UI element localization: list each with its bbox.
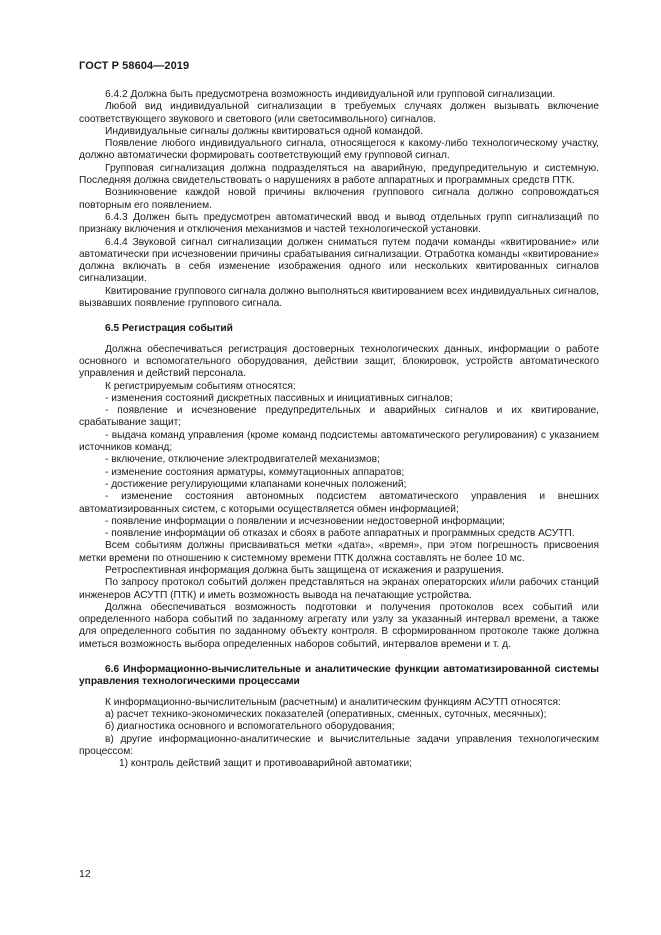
paragraph: - включение, отключение электродвигателей механизмов; bbox=[105, 454, 380, 466]
paragraph: а) расчет технико-экономических показателей (оперативных, сменных, суточных, месячных); bbox=[105, 708, 547, 720]
paragraph: Ретроспективная информация должна быть защищена от искажения и разрушения. bbox=[105, 564, 504, 576]
paragraph: 6.4.3 Должен быть предусмотрен автоматический ввод и вывод отдельных групп сигнализаций по признаку включения и отключения механизмов и частей технологической установки. bbox=[79, 211, 599, 236]
paragraph: - появление и исчезновение предупредительных и аварийных сигналов и их квитирование, срабатывание защит; bbox=[79, 405, 599, 429]
document-body bbox=[79, 89, 599, 770]
section-heading: 6.5 Регистрация событий bbox=[105, 323, 233, 335]
paragraph: Возникновение каждой новой причины включения группового сигнала должно сопровождаться повторным его появлением. bbox=[79, 187, 599, 211]
paragraph: - появление информации о появлении и исчезновении недостоверной информации; bbox=[105, 515, 505, 527]
paragraph: - изменение состояния автономных подсистем автоматического управления и внешних автоматизированных систем, с которыми осуществляется обмен информацией; bbox=[79, 491, 599, 515]
paragraph: 1) контроль действий защит и противоаварийной автоматики; bbox=[119, 758, 413, 770]
page-number: 12 bbox=[79, 868, 91, 880]
paragraph: Появление любого индивидуального сигнала, относящегося к какому-либо технологическому участку, должно автоматически формировать соответствующий ему групповой сигнал. bbox=[79, 138, 599, 162]
paragraph: Любой вид индивидуальной сигнализации в требуемых случаях должен вызывать включение соответствующего звукового и светового (или светосимвольного) сигналов. bbox=[79, 101, 599, 125]
paragraph: 6.4.4 Звуковой сигнал сигнализации должен сниматься путем подачи команды «квитирование» или автоматически при исчезновении причины срабатывания сигнализации. Отработка команды «квитирование» должна включать в себя изменение изображения одного или нескольких квитированных сигналов сигнализации. bbox=[79, 236, 599, 285]
paragraph: 6.4.2 Должна быть предусмотрена возможность индивидуальной или групповой сигнализации. bbox=[105, 89, 556, 100]
paragraph: - достижение регулирующими клапанами конечных положений; bbox=[105, 478, 407, 490]
paragraph: Индивидуальные сигналы должны квитироваться одной командой. bbox=[105, 125, 424, 137]
paragraph: Квитирование группового сигнала должно выполняться квитированием всех индивидуальных сигналов, вызвавших появление группового сигнала. bbox=[79, 285, 599, 310]
paragraph: К информационно-вычислительным (расчетным) и аналитическим функциям АСУТП относятся: bbox=[105, 696, 561, 708]
paragraph: - появление информации об отказах и сбоях в работе аппаратных и программных средств АСУТП. bbox=[105, 528, 575, 540]
paragraph: Групповая сигнализация должна подразделяться на аварийную, предупредительную и системную. Последняя должна свидетельствовать о нарушениях в работе аппаратных и программных средств ПТК. bbox=[79, 162, 599, 187]
paragraph: - изменения состояний дискретных пассивных и инициативных сигналов; bbox=[105, 392, 453, 404]
paragraph: - выдача команд управления (кроме команд подсистемы автоматического регулирования) с указанием источников команд; bbox=[79, 429, 599, 454]
paragraph: Должна обеспечиваться возможность подготовки и получения протоколов всех событий или определенного набора событий по заданному агрегату или узлу за указанный интервал времени, а также для определенного события по заданному объекту контроля. В сформированном протоколе также должна иметься возможность выбора определенных наборов событий, интервалов времени и т. д. bbox=[79, 601, 599, 650]
paragraph: Всем событиям должны присваиваться метки «дата», «время», при этом погрешность присвоения метки времени по отношению к системному времени ПТК должна составлять не более 10 мс. bbox=[79, 540, 599, 564]
paragraph: К регистрируемым событиям относятся: bbox=[105, 380, 296, 392]
paragraph: б) диагностика основного и вспомогательного оборудования; bbox=[105, 721, 395, 733]
paragraph: в) другие информационно-аналитические и вычислительные задачи управления технологическим процессом: bbox=[79, 733, 599, 757]
paragraph: - изменение состояния арматуры, коммутационных аппаратов; bbox=[105, 466, 405, 478]
paragraph: Должна обеспечиваться регистрация достоверных технологических данных, информации о работе основного и вспомогательного оборудования, действии защит, блокировок, устройств автоматического управления и действий персонала. bbox=[79, 343, 599, 380]
paragraph: По запросу протокол событий должен представляться на экранах операторских и/или рабочих станций инженеров АСУТП (ПТК) и иметь возможность вывода на печатающие устройства. bbox=[79, 577, 599, 601]
section-heading: 6.6 Информационно-вычислительные и аналитические функции автоматизированной системы управления технологическими процессами bbox=[79, 664, 599, 688]
document-header: ГОСТ Р 58604—2019 bbox=[79, 60, 190, 72]
